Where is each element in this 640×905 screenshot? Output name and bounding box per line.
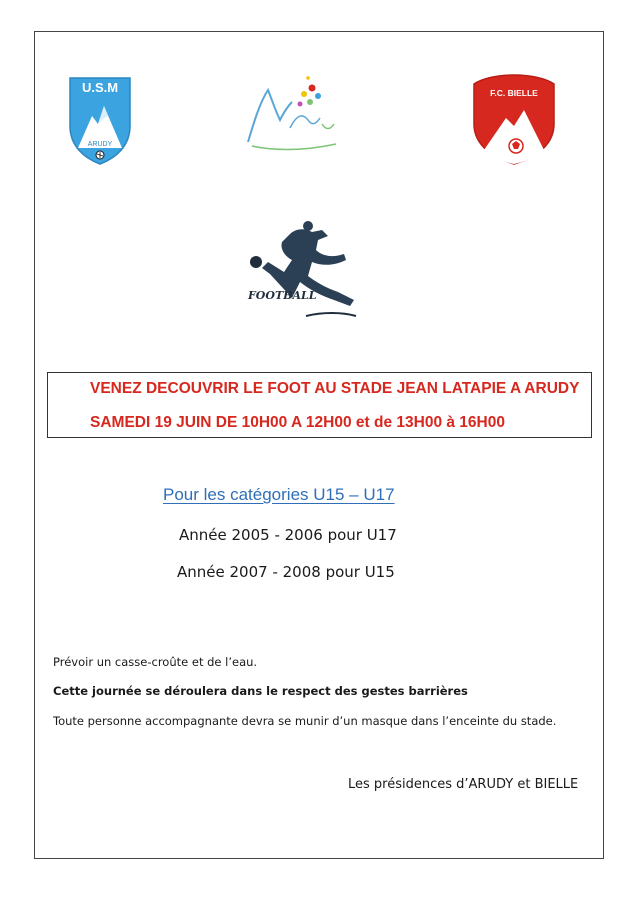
mountain-sun-icon bbox=[240, 72, 352, 156]
football-player-logo bbox=[246, 220, 364, 324]
note-mask: Toute personne accompagnante devra se munir d’un masque dans l’enceinte du stade. bbox=[53, 714, 557, 728]
usm-town: ARUDY bbox=[87, 141, 113, 148]
fc-bielle-name: F.C. BIELLE bbox=[490, 88, 538, 98]
football-player-icon bbox=[246, 220, 364, 324]
year-u15: Année 2007 - 2008 pour U15 bbox=[177, 563, 395, 581]
usm-shield-icon bbox=[68, 76, 132, 166]
fc-bielle-logo bbox=[472, 70, 556, 166]
fc-bielle-shield-icon bbox=[472, 70, 556, 166]
banner-headline: VENEZ DECOUVRIR LE FOOT AU STADE JEAN LATAPIE A ARUDY bbox=[90, 380, 580, 397]
event-banner bbox=[47, 372, 592, 438]
usm-arudy-logo bbox=[68, 76, 132, 166]
usm-title: U.S.M bbox=[81, 80, 119, 95]
valley-logo bbox=[240, 72, 352, 156]
banner-date: SAMEDI 19 JUIN DE 10H00 A 12H00 et de 13H00 à 16H00 bbox=[90, 414, 505, 431]
football-label: FOOTBALL bbox=[248, 289, 317, 302]
note-sanitary: Cette journée se déroulera dans le respect des gestes barrières bbox=[53, 684, 468, 698]
categories-title: Pour les catégories U15 – U17 bbox=[163, 485, 395, 504]
signature: Les présidences d’ARUDY et BIELLE bbox=[348, 777, 579, 792]
note-snack: Prévoir un casse-croûte et de l’eau. bbox=[53, 655, 258, 669]
year-u17: Année 2005 - 2006 pour U17 bbox=[179, 526, 397, 544]
